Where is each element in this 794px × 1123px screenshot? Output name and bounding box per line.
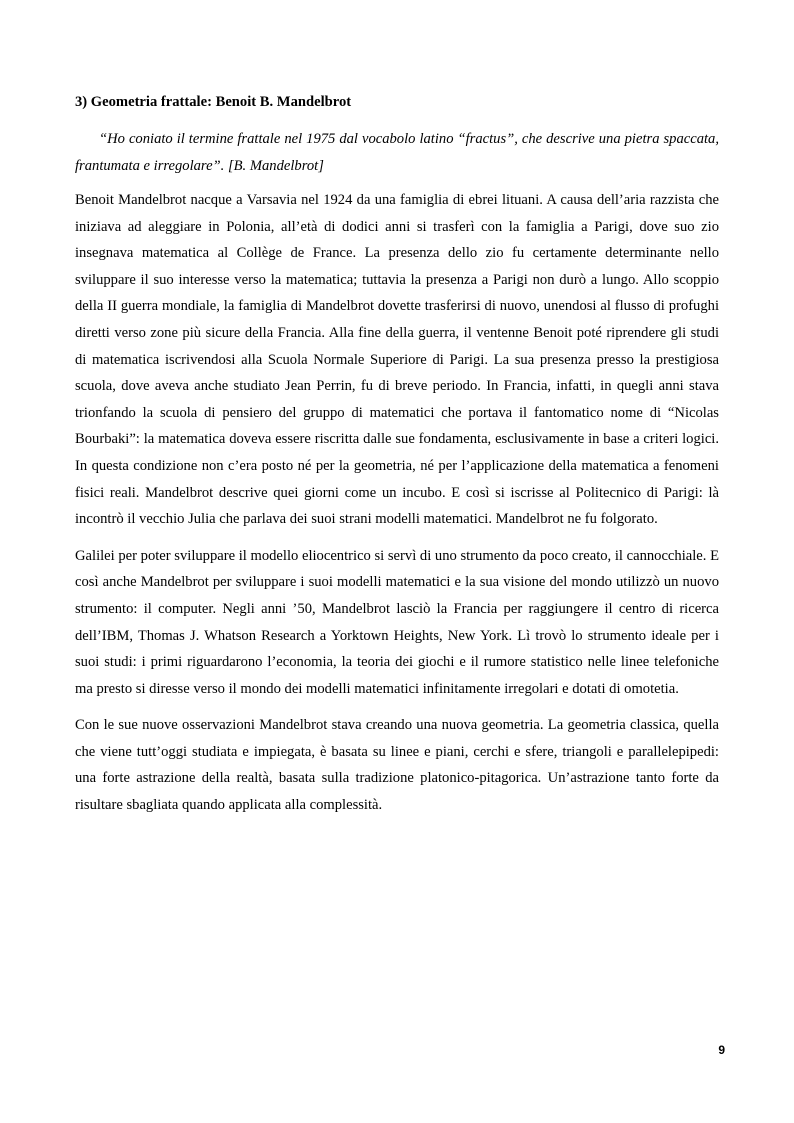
page-number: 9 [718,1043,725,1057]
epigraph-quote: “Ho coniato il termine frattale nel 1975 dal vocabolo latino “fractus”, che descrive una pietra spaccata, frantumata e irregolare”. [B. Mandelbrot] [75,131,719,174]
section-heading: 3) Geometria frattale: Benoit B. Mandelbrot [75,94,352,110]
page-content [75,92,719,829]
body-paragraph: Con le sue nuove osservazioni Mandelbrot stava creando una nuova geometria. La geometria classica, quella che viene tutt’oggi studiata e impiegata, è basata su linee e piani, cerchi e sfere, triangoli e parallelepipedi: una forte astrazione della realtà, basata sulla tradizione platonico-pitagorica. Un’astrazione tanto forte da risultare sbagliata quando applicata alla complessità. [75,717,719,814]
body-paragraph: Benoit Mandelbrot nacque a Varsavia nel 1924 da una famiglia di ebrei lituani. A causa dell’aria razzista che iniziava ad aleggiare in Polonia, all’età di dodici anni si trasferì con la famiglia a Parigi, dove suo zio insegnava matematica al Collège de France. La presenza dello zio fu certamente determinante nello sviluppare il suo interesse verso la matematica; tuttavia la presenza a Parigi non durò a lungo. Allo scoppio della II guerra mondiale, la famiglia di Mandelbrot dovette trasferirsi di nuovo, unendosi al flusso di profughi diretti verso zone più sicure della Francia. Alla fine della guerra, il ventenne Benoit poté riprendere gli studi di matematica iscrivendosi alla Scuola Normale Superiore di Parigi. La sua presenza presso la prestigiosa scuola, dove aveva anche studiato Jean Perrin, fu di breve periodo. In Francia, infatti, in quegli anni stava trionfando la scuola di pensiero del gruppo di matematici che portava il fantomatico nome di “Nicolas Bourbaki”: la matematica doveva essere riscritta dalle sue fondamenta, esclusivamente in base a criteri logici. In questa condizione non c’era posto né per la geometria, né per l’applicazione della matematica a fenomeni fisici reali. Mandelbrot descrive quei giorni come un incubo. E così si iscrisse al Politecnico di Parigi: là incontrò il vecchio Julia che parlava dei suoi strani modelli matematici. Mandelbrot ne fu folgorato. [75,192,719,528]
body-paragraph: Galilei per poter sviluppare il modello eliocentrico si servì di uno strumento da poco creato, il cannocchiale. E così anche Mandelbrot per sviluppare i suoi modelli matematici e la sua visione del mondo utilizzò un nuovo strumento: il computer. Negli anni ’50, Mandelbrot lasciò la Francia per raggiungere il centro di ricerca dell’IBM, Thomas J. Whatson Research a Yorktown Heights, New York. Lì trovò lo strumento ideale per i suoi studi: i primi riguardarono l’economia, la teoria dei giochi e il rumore statistico nelle linee telefoniche ma presto si diresse verso il mondo dei modelli matematici infinitamente irregolari e dotati di omotetia. [75,547,719,697]
